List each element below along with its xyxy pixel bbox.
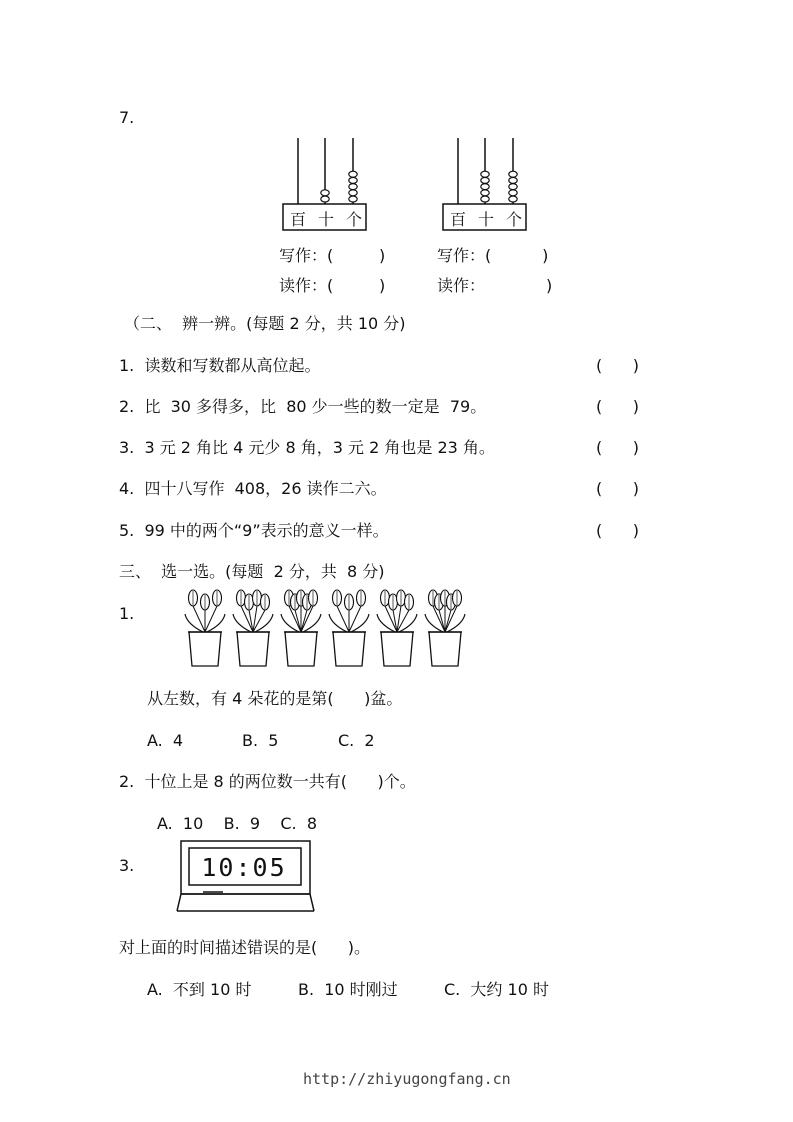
abacus-bead (481, 177, 489, 183)
abacus-bead (349, 190, 357, 196)
flower-pots-illustration (180, 584, 485, 670)
abacus-left-label-hundreds: 百 (290, 210, 307, 229)
abacus-bead (481, 184, 489, 190)
q7-read-right: 读作： ) (437, 276, 553, 295)
abacus-right-label-ones: 个 (506, 210, 523, 229)
flower-pot (425, 590, 465, 666)
judge-answer-5[interactable]: ( ) (596, 521, 639, 540)
judge-answer-4[interactable]: ( ) (596, 479, 639, 498)
flower-pot (185, 590, 225, 666)
judge-item-3: 3. 3 元 2 角比 4 元少 8 角，3 元 2 角也是 23 角。 (119, 438, 495, 457)
choice-3-option-c[interactable]: C. 大约 10 时 (444, 980, 549, 999)
judge-answer-1[interactable]: ( ) (596, 356, 639, 375)
abacus-bead (349, 177, 357, 183)
judge-item-1: 1. 读数和写数都从高位起。 (119, 356, 321, 375)
choice-1-question: 从左数，有 4 朵花的是第( )盆。 (147, 689, 403, 708)
abacus-right-label-tens: 十 (478, 210, 495, 229)
question-7-number: 7. (119, 108, 135, 127)
abacus-bead (509, 190, 517, 196)
judge-item-2: 2. 比 30 多得多，比 80 少一些的数一定是 79。 (119, 397, 487, 416)
abacus-bead (349, 171, 357, 177)
abacus-bead (481, 171, 489, 177)
abacus-bead (509, 184, 517, 190)
flower-pot (233, 590, 273, 666)
abacus-left-label-ones: 个 (346, 210, 363, 229)
abacus-left-label-tens: 十 (318, 210, 335, 229)
abacus-right-label-hundreds: 百 (450, 210, 467, 229)
choice-3-option-a[interactable]: A. 不到 10 时 (147, 980, 252, 999)
footer-url[interactable]: http://zhiyugongfang.cn (303, 1070, 511, 1088)
q7-write-right: 写作：( ) (437, 246, 549, 265)
flower-pot (377, 590, 417, 666)
choice-3-number: 3. (119, 856, 135, 875)
section-3-title: 三、 选一选。(每题 2 分，共 8 分) (119, 562, 385, 581)
abacus-bead (481, 196, 489, 202)
abacus-bead (349, 184, 357, 190)
choice-3-option-b[interactable]: B. 10 时刚过 (298, 980, 398, 999)
choice-3-question: 对上面的时间描述错误的是( )。 (119, 938, 371, 957)
flower-pot (281, 590, 321, 666)
judge-answer-2[interactable]: ( ) (596, 397, 639, 416)
abacus-bead (481, 190, 489, 196)
section-2-title: （二、 辨一辨。(每题 2 分，共 10 分) (124, 314, 406, 333)
abacus-bead (321, 190, 329, 196)
choice-2-question: 2. 十位上是 8 的两位数一共有( )个。 (119, 772, 416, 791)
choice-1-option-b[interactable]: B. 5 (242, 731, 279, 750)
choice-1-option-c[interactable]: C. 2 (338, 731, 375, 750)
q7-read-left: 读作：( ) (279, 276, 386, 295)
abacus-bead (509, 171, 517, 177)
judge-item-5: 5. 99 中的两个“9”表示的意义一样。 (119, 521, 389, 540)
choice-1-option-a[interactable]: A. 4 (147, 731, 184, 750)
abacus-bead (509, 177, 517, 183)
abacus-bead (321, 196, 329, 202)
clock-display-time: 10:05 (201, 853, 287, 882)
judge-answer-3[interactable]: ( ) (596, 438, 639, 457)
flower-pot (329, 590, 369, 666)
choice-1-number: 1. (119, 604, 135, 623)
q7-write-left: 写作：( ) (279, 246, 386, 265)
judge-item-4: 4. 四十八写作 408，26 读作二六。 (119, 479, 387, 498)
abacus-bead (509, 196, 517, 202)
choice-2-options[interactable]: A. 10 B. 9 C. 8 (157, 814, 317, 833)
abacus-bead (349, 196, 357, 202)
